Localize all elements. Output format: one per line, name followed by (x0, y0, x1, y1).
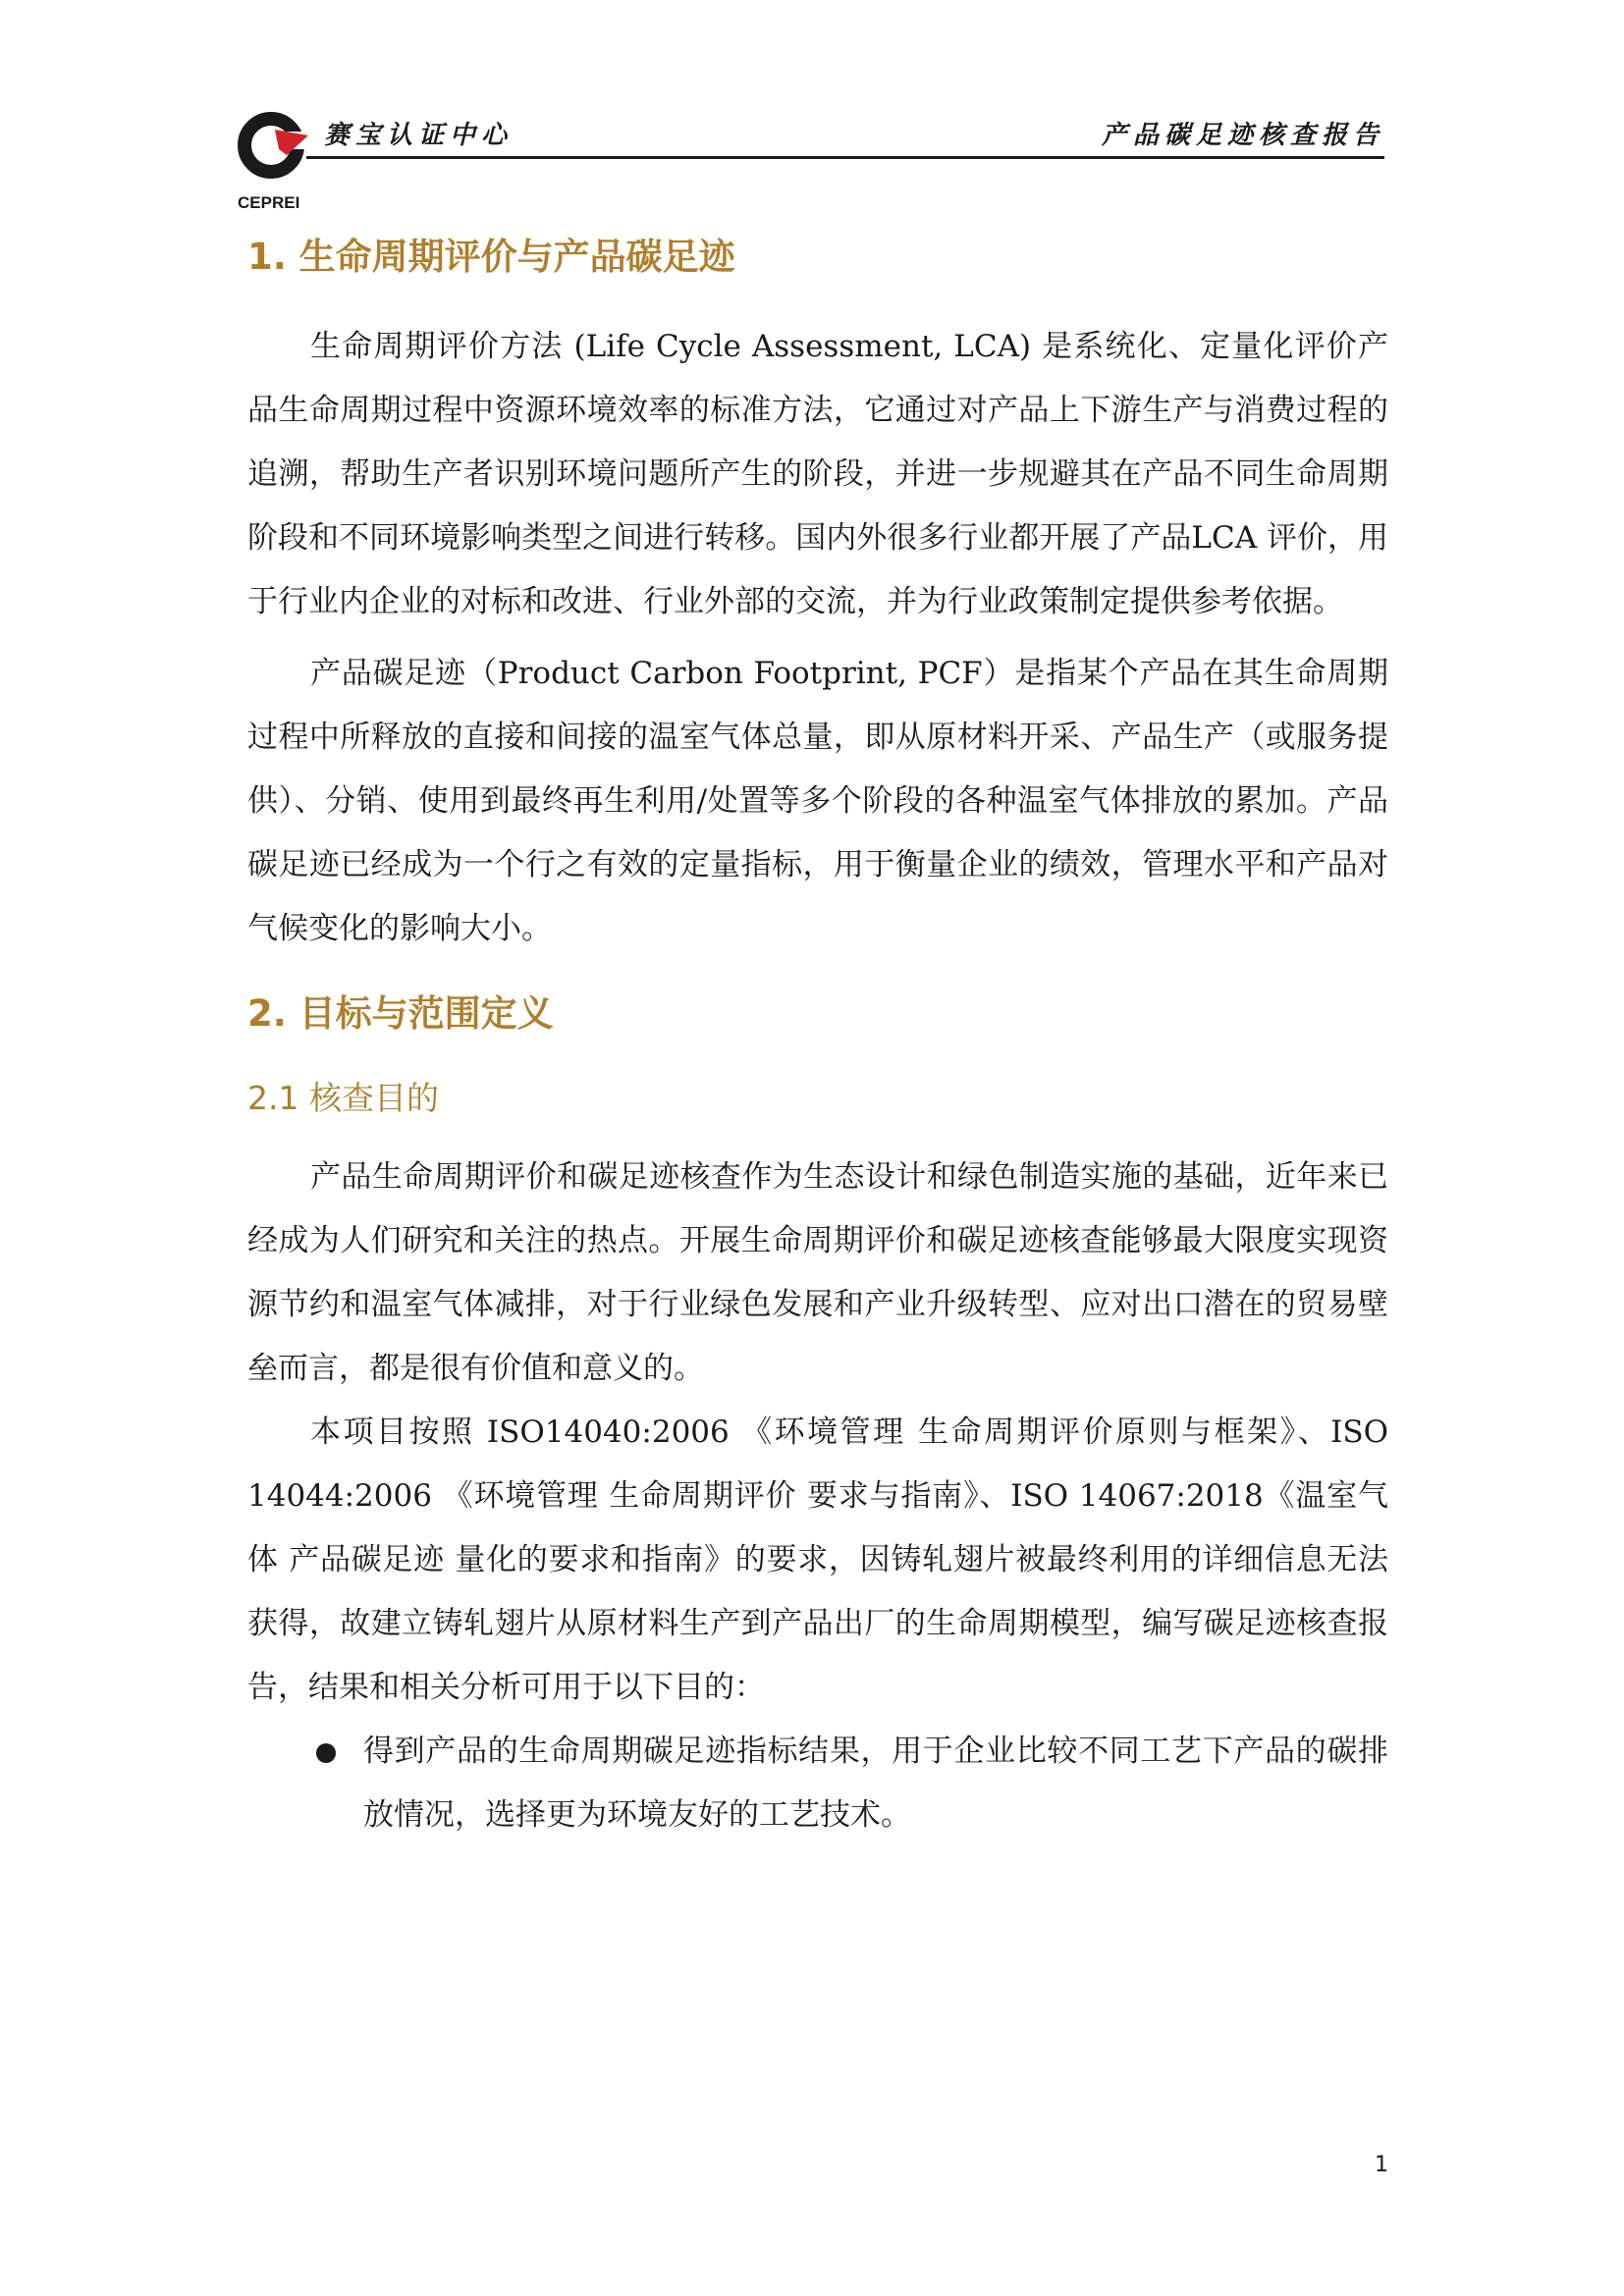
bullet-item-text: 得到产品的生命周期碳足迹指标结果，用于企业比较不同工艺下产品的碳排放情况，选择更为环境友好的工艺技术。 (363, 1734, 1388, 1833)
bullet-dot-icon (316, 1743, 336, 1763)
section-2-heading: 2. 目标与范围定义 (247, 992, 554, 1035)
page-header (236, 110, 1384, 218)
section-1-heading: 1. 生命周期评价与产品碳足迹 (247, 236, 735, 278)
section-2-1-paragraph-2: 本项目按照 ISO14040:2006 《环境管理 生命周期评价原则与框架》、ISO 14044:2006 《环境管理 生命周期评价 要求与指南》、ISO 14067:2018《温室气体 产品碳足迹 量化的要求和指南》的要求，因铸轧翅片被最终利用的详细信息无法获得，故建立铸轧翅片从原材料生产到产品出厂的生命周期模型，编写碳足迹核查报告，结果和相关分析可用于以下目的： (247, 1415, 1388, 1705)
svg-text:CEPREI: CEPREI (238, 193, 300, 212)
document-title: 产品碳足迹核查报告 (1101, 121, 1384, 150)
org-name: 赛宝认证中心 (324, 121, 514, 150)
section-2-1-heading: 2.1 核查目的 (247, 1079, 439, 1117)
section-1-paragraph-1: 生命周期评价方法 (Life Cycle Assessment, LCA) 是系统化、定量化评价产品生命周期过程中资源环境效率的标准方法，它通过对产品上下游生产与消费过程的追溯，帮助生产者识别环境问题所产生的阶段，并进一步规避其在产品不同生命周期阶段和不同环境影响类型之间进行转移。国内外很多行业都开展了产品LCA 评价，用于行业内企业的对标和改进、行业外部的交流，并为行业政策制定提供参考依据。 (247, 329, 1388, 619)
section-1-paragraph-2: 产品碳足迹（Product Carbon Footprint, PCF）是指某个产品在其生命周期过程中所释放的直接和间接的温室气体总量，即从原材料开采、产品生产（或服务提供）、分销、使用到最终再生利用/处置等多个阶段的各种温室气体排放的累加。产品碳足迹已经成为一个行之有效的定量指标，用于衡量企业的绩效，管理水平和产品对气候变化的影响大小。 (247, 656, 1388, 946)
bullet-item (247, 1720, 1388, 1847)
section-2-1-paragraph-1: 产品生命周期评价和碳足迹核查作为生态设计和绿色制造实施的基础，近年来已经成为人们研究和关注的热点。开展生命周期评价和碳足迹核查能够最大限度实现资源节约和温室气体减排，对于行业绿色发展和产业升级转型、应对出口潜在的贸易壁垒而言，都是很有价值和意义的。 (247, 1159, 1388, 1386)
document-body (247, 232, 1388, 1847)
ceprei-logo (236, 110, 320, 218)
page-number: 1 (1375, 2153, 1388, 2177)
header-rule (306, 156, 1384, 159)
